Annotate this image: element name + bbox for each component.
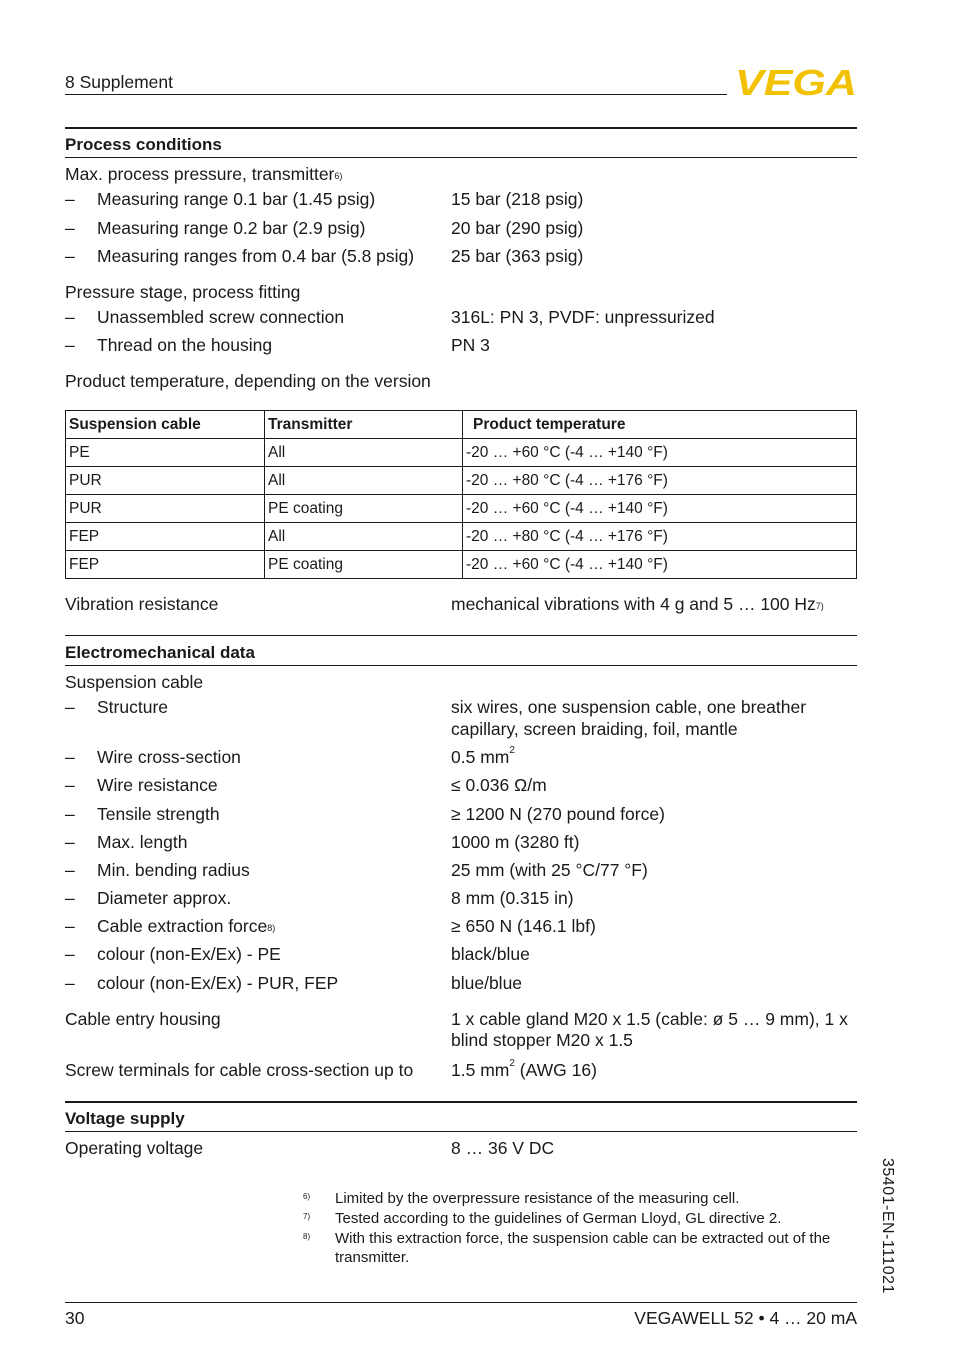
pressure-row-label: Measuring ranges from 0.4 bar (5.8 psig) <box>97 246 415 266</box>
stage-row-label: Thread on the housing <box>97 335 273 355</box>
section-rule-bottom <box>65 1131 857 1132</box>
structure-value-line2: capillary, screen braiding, foil, mantle <box>451 719 738 739</box>
footnote-ref: 7) <box>815 601 824 611</box>
stage-row-label: Unassembled screw connection <box>97 307 345 327</box>
footer-rule <box>65 1302 857 1303</box>
operating-voltage-label: Operating voltage <box>65 1138 204 1158</box>
dash: – <box>65 888 75 908</box>
stage-row-value: PN 3 <box>451 335 490 355</box>
colour-row-label: colour (non-Ex/Ex) - PE <box>97 944 281 964</box>
cable-entry-value-line1: 1 x cable gland M20 x 1.5 (cable: ø 5 … 9 mm), 1 x <box>451 1009 848 1029</box>
dash: – <box>65 747 75 767</box>
table-header-row <box>66 411 857 439</box>
cable-entry-label: Cable entry housing <box>65 1009 221 1029</box>
vega-logo <box>735 66 857 98</box>
stage-row-value: 316L: PN 3, PVDF: unpressurized <box>451 307 715 327</box>
pressure-row-value: 20 bar (290 psig) <box>451 218 584 238</box>
vibration-label: Vibration resistance <box>65 594 219 614</box>
section-rule-bottom <box>65 665 857 666</box>
cable-entry-value-line2: blind stopper M20 x 1.5 <box>451 1030 633 1050</box>
table-row <box>66 467 857 495</box>
temp-label: Product temperature, depending on the version <box>65 371 431 391</box>
table-cell: -20 … +80 °C (-4 … +176 °F) <box>463 467 857 495</box>
footnote-number: 6) <box>303 1192 311 1201</box>
superscript: 2 <box>509 1058 515 1069</box>
dash: – <box>65 775 75 795</box>
header-section: 8 Supplement <box>65 72 173 92</box>
page-number: 30 <box>65 1308 85 1328</box>
spec-row-label: Wire resistance <box>97 775 218 795</box>
extraction-force-value: ≥ 650 N (146.1 lbf) <box>451 916 596 936</box>
dash: – <box>65 860 75 880</box>
section-title-voltage: Voltage supply <box>65 1109 185 1128</box>
dash: – <box>65 335 75 355</box>
table-cell: PUR <box>66 467 265 495</box>
vega-logo-text: VEGA <box>735 66 857 98</box>
superscript: 2 <box>509 745 515 756</box>
dash: – <box>65 832 75 852</box>
table-row <box>66 495 857 523</box>
table-cell: -20 … +60 °C (-4 … +140 °F) <box>463 439 857 467</box>
section-rule-top <box>65 1101 857 1103</box>
spec-row-label: Min. bending radius <box>97 860 250 880</box>
footnote-number: 8) <box>303 1232 311 1241</box>
section-rule-top <box>65 635 857 636</box>
dash: – <box>65 944 75 964</box>
screw-terminals-value: 1.5 $mm^2$ (AWG 16) <box>451 1058 597 1080</box>
table-cell: PE coating <box>265 495 463 523</box>
extraction-force-label: Cable extraction force$^{8)}$ <box>97 916 276 936</box>
table-cell: All <box>265 523 463 551</box>
footnote-text: Tested according to the guidelines of German Lloyd, GL directive 2. <box>335 1210 782 1227</box>
header-rule <box>65 94 727 95</box>
spec-row-label: Tensile strength <box>97 804 220 824</box>
document-id: 35401-EN-111021 <box>879 1158 896 1294</box>
table-header: Product temperature <box>463 411 857 439</box>
section-title-process: Process conditions <box>65 135 222 154</box>
dash: – <box>65 189 75 209</box>
spec-row-label: Diameter approx. <box>97 888 232 908</box>
table-row <box>66 523 857 551</box>
spec-row-value: ≥ 1200 N (270 pound force) <box>451 804 665 824</box>
table-cell: PE coating <box>265 551 463 579</box>
pressure-label: Max. process pressure, transmitter$^{6)}$ <box>65 164 343 184</box>
wire-cross-section-label: Wire cross-section <box>97 747 241 767</box>
footnote-text: Limited by the overpressure resistance of the measuring cell. <box>335 1190 740 1207</box>
dash: – <box>65 218 75 238</box>
pressure-row-label: Measuring range 0.1 bar (1.45 psig) <box>97 189 376 209</box>
table-cell: FEP <box>66 551 265 579</box>
pressure-row-value: 25 bar (363 psig) <box>451 246 584 266</box>
dash: – <box>65 804 75 824</box>
table-cell: -20 … +60 °C (-4 … +140 °F) <box>463 551 857 579</box>
footnote-number: 7) <box>303 1212 311 1221</box>
suspension-cable-label: Suspension cable <box>65 672 204 692</box>
spec-row-value: 1000 m (3280 ft) <box>451 832 580 852</box>
product-temperature-table <box>65 410 857 579</box>
screw-terminals-label: Screw terminals for cable cross-section up to <box>65 1060 414 1080</box>
vibration-value: mechanical vibrations with 4 g and 5 … 100 Hz$^{7)}$ <box>451 594 824 614</box>
table-cell: -20 … +60 °C (-4 … +140 °F) <box>463 495 857 523</box>
table-row <box>66 551 857 579</box>
table-header: Suspension cable <box>66 411 265 439</box>
table-cell: FEP <box>66 523 265 551</box>
colour-row-value: black/blue <box>451 944 530 964</box>
structure-value-line1: six wires, one suspension cable, one breather <box>451 697 807 717</box>
colour-row-label: colour (non-Ex/Ex) - PUR, FEP <box>97 973 339 993</box>
table-row <box>66 439 857 467</box>
dash: – <box>65 246 75 266</box>
footnote-ref: 8) <box>267 923 276 933</box>
table-cell: All <box>265 467 463 495</box>
spec-row-value: 8 mm (0.315 in) <box>451 888 574 908</box>
pressure-row-label: Measuring range 0.2 bar (2.9 psig) <box>97 218 366 238</box>
structure-label: Structure <box>97 697 168 717</box>
operating-voltage-value: 8 … 36 V DC <box>451 1138 555 1158</box>
spec-row-value: ≤ 0.036 Ω/m <box>451 775 547 795</box>
table-cell: All <box>265 439 463 467</box>
footnote-text: With this extraction force, the suspension cable can be extracted out of the transmitter. <box>335 1230 831 1266</box>
dash: – <box>65 916 75 936</box>
colour-row-value: blue/blue <box>451 973 523 993</box>
table-cell: PUR <box>66 495 265 523</box>
dash: – <box>65 973 75 993</box>
section-rule-bottom <box>65 157 857 158</box>
spec-row-value: 25 mm (with 25 °C/77 °F) <box>451 860 648 880</box>
product-name: VEGAWELL 52 • 4 … 20 mA <box>634 1308 857 1328</box>
table-cell: -20 … +80 °C (-4 … +176 °F) <box>463 523 857 551</box>
table-cell: PE <box>66 439 265 467</box>
spec-row-label: Max. length <box>97 832 188 852</box>
dash: – <box>65 307 75 327</box>
wire-cross-section-value: 0.5 $mm^2$ <box>451 745 515 767</box>
dash: – <box>65 697 75 717</box>
pressure-row-value: 15 bar (218 psig) <box>451 189 584 209</box>
table-header: Transmitter <box>265 411 463 439</box>
footnote-ref: 6) <box>334 171 343 181</box>
section-title-electromechanical: Electromechanical data <box>65 643 255 662</box>
section-rule-top <box>65 127 857 129</box>
stage-label: Pressure stage, process fitting <box>65 282 301 302</box>
